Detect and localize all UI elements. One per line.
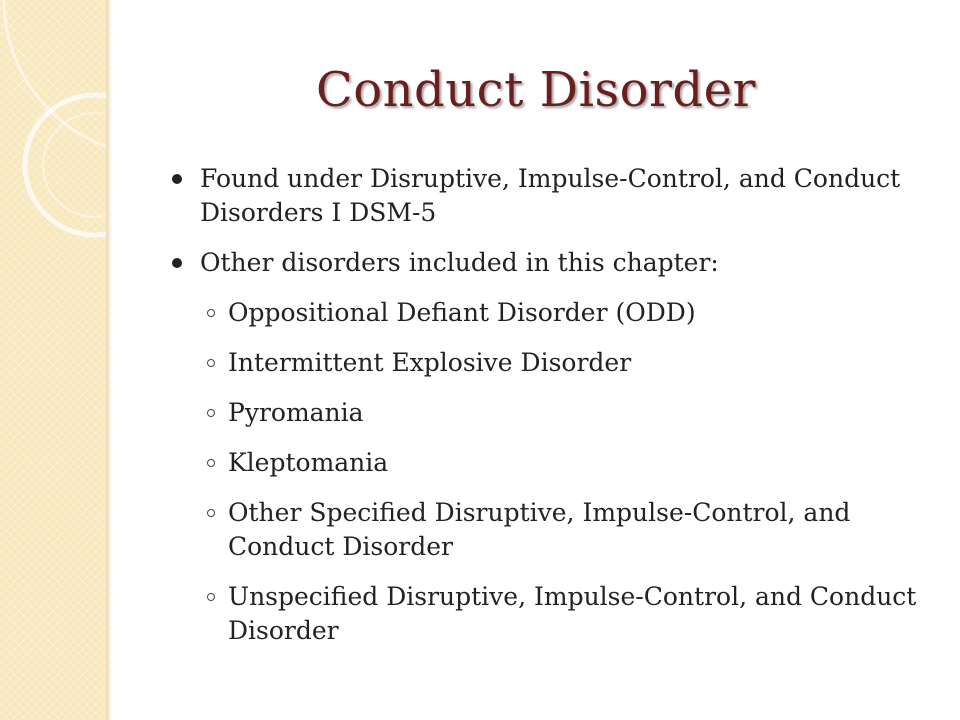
sub-bullet-text: Intermittent Explosive Disorder — [228, 348, 632, 377]
sub-bullet-item — [172, 496, 932, 564]
sub-bullet-item — [172, 580, 932, 648]
sub-bullet-circle-icon — [207, 593, 215, 601]
sub-bullet-item — [172, 446, 932, 480]
sidebar-decoration — [0, 0, 107, 720]
sub-bullet-circle-icon — [207, 309, 215, 317]
sub-bullet-text: Oppositional Defiant Disorder (ODD) — [228, 298, 696, 327]
slide-content — [172, 162, 932, 664]
sub-bullet-circle-icon — [207, 459, 215, 467]
slide-title: Conduct Disorder — [316, 62, 756, 118]
sub-bullet-item — [172, 346, 932, 380]
sub-bullet-text: Other Specified Disruptive, Impulse-Control, and Conduct Disorder — [228, 498, 851, 561]
sub-bullet-text: Pyromania — [228, 398, 364, 427]
bullet-dot-icon — [172, 174, 182, 184]
sub-bullet-text: Unspecified Disruptive, Impulse-Control, and Conduct Disorder — [228, 582, 917, 645]
circle-decoration-icon — [0, 0, 106, 720]
bullet-text: Other disorders included in this chapter: — [200, 248, 719, 277]
bullet-item — [172, 246, 932, 280]
sub-bullet-circle-icon — [207, 409, 215, 417]
sub-bullet-item — [172, 396, 932, 430]
bullet-dot-icon — [172, 258, 182, 268]
bullet-text: Found under Disruptive, Impulse-Control, and Conduct Disorders I DSM-5 — [200, 164, 901, 227]
sub-bullet-circle-icon — [207, 359, 215, 367]
bullet-item — [172, 162, 932, 230]
sub-bullet-text: Kleptomania — [228, 448, 389, 477]
sub-bullet-circle-icon — [207, 509, 215, 517]
sub-bullet-item — [172, 296, 932, 330]
